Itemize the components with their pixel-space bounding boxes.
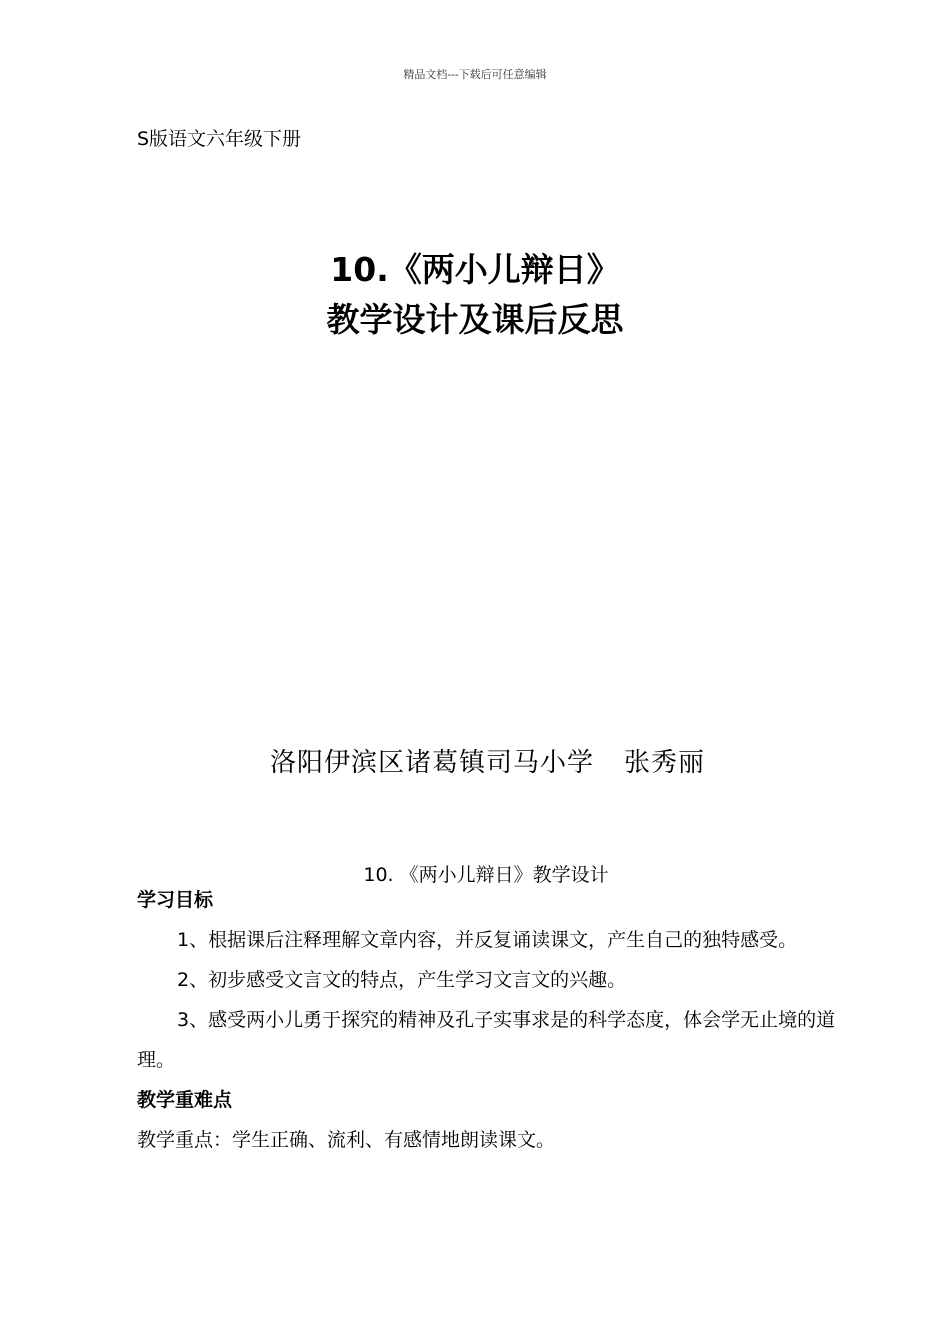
- author-line: [0, 742, 950, 779]
- author-school: 洛阳伊滨区诸葛镇司马小学: [269, 748, 594, 778]
- main-title-line-2: 教学设计及课后反思: [326, 300, 624, 339]
- goal-item-2: 2、初步感受文言文的特点，产生学习文言文的兴趣。: [177, 969, 627, 991]
- header-note: 精品文档---下载后可任意编辑: [403, 68, 547, 81]
- goals-heading: 学习目标: [137, 889, 214, 911]
- edition-label: S版语文六年级下册: [137, 128, 302, 150]
- goal-item-3: 3、感受两小儿勇于探究的精神及孔子实事求是的科学态度，体会学无止境的道理。: [137, 1009, 836, 1071]
- section-title: 10. 《两小儿辩日》教学设计: [363, 864, 609, 886]
- document-body: [137, 880, 837, 1160]
- main-title-line-1: 10.《两小儿辩日》: [330, 250, 620, 289]
- key-points-heading: 教学重难点: [137, 1089, 233, 1111]
- key-point-text: 教学重点：学生正确、流利、有感情地朗读课文。: [137, 1129, 556, 1151]
- goal-item-1: 1、根据课后注释理解文章内容，并反复诵读课文，产生自己的独特感受。: [177, 929, 798, 951]
- author-name: 张秀丽: [624, 748, 706, 778]
